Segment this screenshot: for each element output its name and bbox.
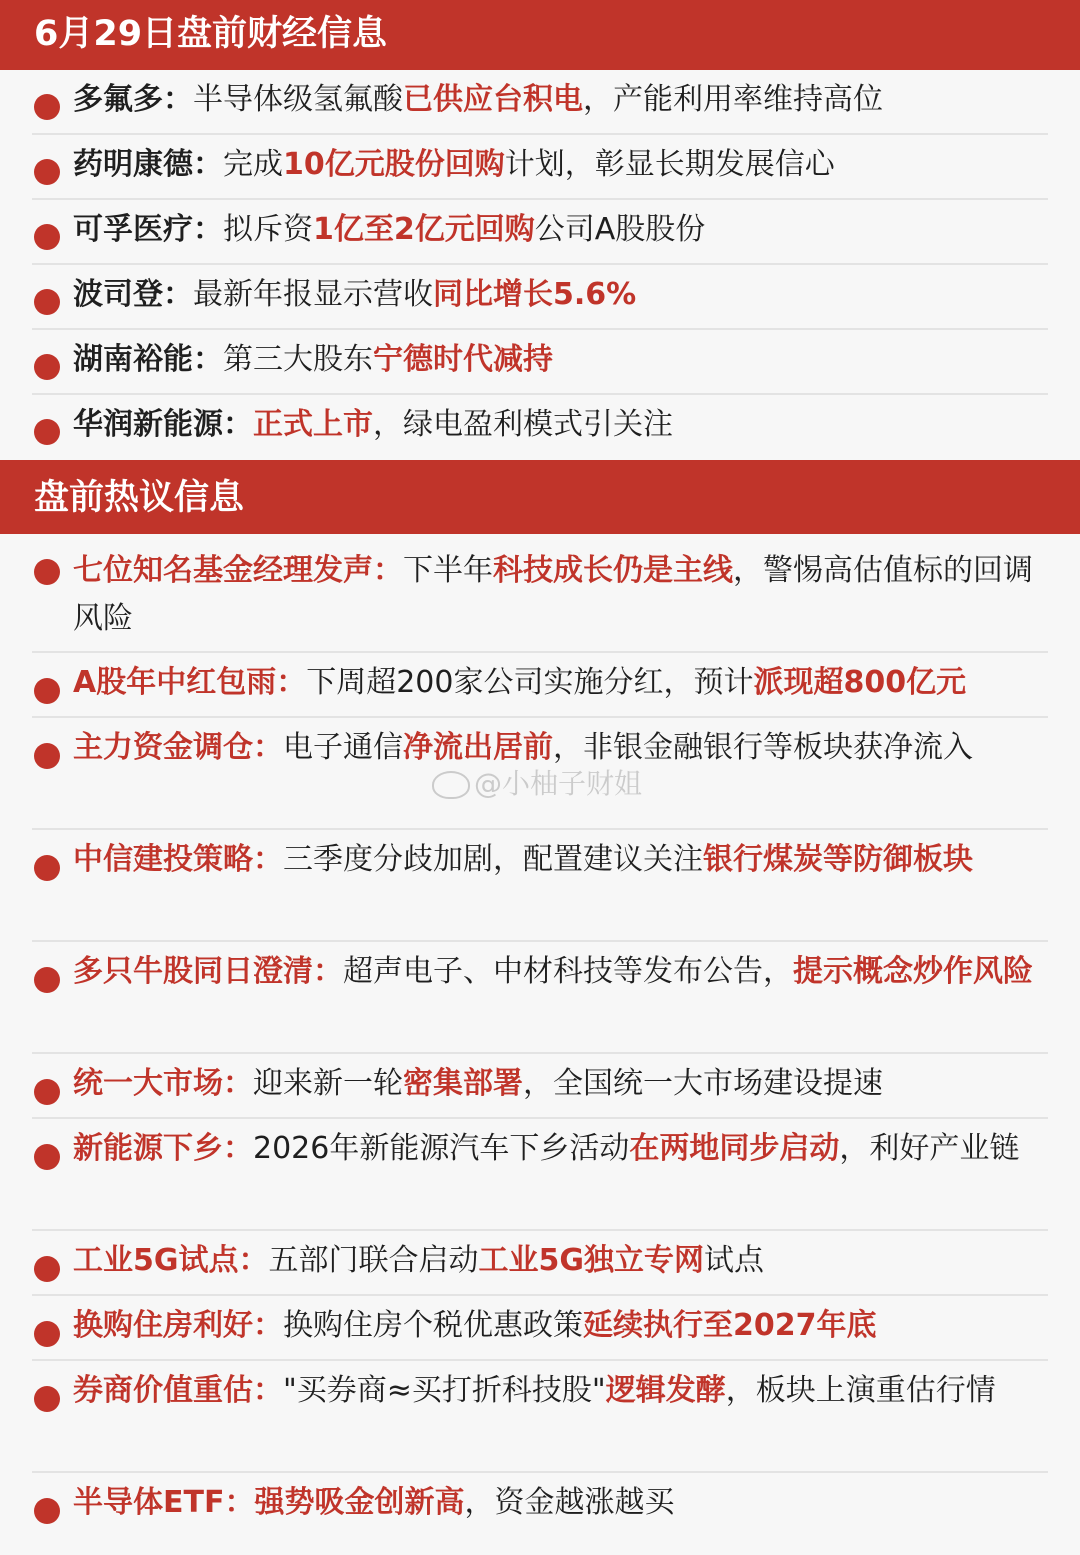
highlight-text: 同比增长5.6% <box>433 277 637 312</box>
highlight-text: 科技成长仍是主线 <box>493 553 733 588</box>
item-title: A股年中红包雨 <box>73 665 277 700</box>
item-separator: ： <box>253 730 283 765</box>
body-text: ，警惕高估值标的回调风险 <box>73 553 1033 636</box>
list-item <box>32 1119 1048 1231</box>
bullet-dot-icon <box>34 743 60 769</box>
item-separator: ： <box>193 342 223 377</box>
body-text: 下半年 <box>403 553 493 588</box>
finance-news-list <box>0 70 1080 460</box>
body-text: 三季度分歧加剧，配置建议关注 <box>283 842 703 877</box>
item-title: 湖南裕能 <box>73 342 193 377</box>
body-text: 下周超200家公司实施分红，预计 <box>306 665 754 700</box>
body-text: ，非银金融银行等板块获净流入 <box>553 730 973 765</box>
item-title: 券商价值重估 <box>73 1373 253 1408</box>
body-text: "买券商≈买打折科技股" <box>283 1373 606 1408</box>
bullet-dot-icon <box>34 1386 60 1412</box>
section2-header <box>0 460 1080 534</box>
item-title: 半导体ETF <box>73 1485 225 1520</box>
item-separator: ： <box>163 277 193 312</box>
body-text: 拟斥资 <box>223 212 313 247</box>
body-text: 五部门联合启动 <box>268 1243 479 1278</box>
item-title: 七位知名基金经理发声 <box>73 553 373 588</box>
bullet-dot-icon <box>34 1079 60 1105</box>
list-item <box>32 330 1048 395</box>
highlight-text: 净流出居前 <box>403 730 553 765</box>
list-item <box>32 1361 1048 1473</box>
list-item <box>32 265 1048 330</box>
item-title: 多氟多 <box>73 82 163 117</box>
item-separator: ： <box>253 1308 283 1343</box>
item-title: 药明康德 <box>73 147 193 182</box>
bullet-dot-icon <box>34 1321 60 1347</box>
bullet-dot-icon <box>34 354 60 380</box>
list-item <box>32 1231 1048 1296</box>
item-title: 多只牛股同日澄清 <box>73 954 313 989</box>
item-separator: ： <box>223 1131 253 1166</box>
list-item <box>32 718 1048 830</box>
list-item <box>32 1054 1048 1119</box>
item-title: 波司登 <box>73 277 163 312</box>
bullet-dot-icon <box>34 1144 60 1170</box>
item-separator: ： <box>223 407 253 442</box>
section1-header <box>0 0 1080 70</box>
item-title: 可孚医疗 <box>73 212 193 247</box>
item-title: 换购住房利好 <box>73 1308 253 1343</box>
highlight-text: 提示概念炒作风险 <box>793 954 1033 989</box>
body-text: 半导体级氢氟酸 <box>193 82 403 117</box>
body-text: 迎来新一轮 <box>253 1066 403 1101</box>
highlight-text: 10亿元股份回购 <box>283 147 505 182</box>
item-separator: ： <box>238 1243 269 1278</box>
list-item <box>32 1296 1048 1361</box>
list-item <box>32 1473 1048 1538</box>
list-item <box>32 135 1048 200</box>
body-text: ，产能利用率维持高位 <box>583 82 883 117</box>
item-title: 统一大市场 <box>73 1066 223 1101</box>
body-text: ，板块上演重估行情 <box>725 1373 996 1408</box>
list-item <box>32 70 1048 135</box>
bullet-dot-icon <box>34 559 60 585</box>
bullet-dot-icon <box>34 289 60 315</box>
bullet-dot-icon <box>34 94 60 120</box>
list-item <box>32 395 1048 460</box>
highlight-text: 1亿至2亿元回购 <box>313 212 535 247</box>
body-text: 公司A股股份 <box>534 212 706 247</box>
bullet-dot-icon <box>34 1498 60 1524</box>
highlight-text: 已供应台积电 <box>403 82 583 117</box>
body-text: 2026年新能源汽车下乡活动 <box>253 1131 630 1166</box>
list-item <box>32 942 1048 1054</box>
bullet-dot-icon <box>34 224 60 250</box>
highlight-text: 在两地同步启动 <box>629 1131 840 1166</box>
highlight-text: 正式上市 <box>253 407 373 442</box>
list-item <box>32 653 1048 718</box>
item-separator: ： <box>224 1485 255 1520</box>
bullet-dot-icon <box>34 419 60 445</box>
bullet-dot-icon <box>34 855 60 881</box>
item-title: 新能源下乡 <box>73 1131 223 1166</box>
body-text: ，全国统一大市场建设提速 <box>523 1066 883 1101</box>
highlight-text: 银行煤炭等防御板块 <box>703 842 973 877</box>
body-text: 电子通信 <box>283 730 403 765</box>
body-text: 最新年报显示营收 <box>193 277 433 312</box>
bullet-dot-icon <box>34 967 60 993</box>
list-item <box>32 200 1048 265</box>
item-separator: ： <box>163 82 193 117</box>
section2-title: 盘前热议信息 <box>34 478 245 518</box>
watermark-text: @小柚子财姐 <box>474 767 643 800</box>
highlight-text: 强势吸金创新高 <box>254 1485 465 1520</box>
body-text: 超声电子、中材科技等发布公告， <box>343 954 793 989</box>
item-separator: ： <box>313 954 343 989</box>
bullet-dot-icon <box>34 159 60 185</box>
list-item <box>32 534 1048 653</box>
list-item <box>32 830 1048 942</box>
bullet-dot-icon <box>34 1256 60 1282</box>
highlight-text: 逻辑发酵 <box>605 1373 726 1408</box>
highlight-text: 密集部署 <box>403 1066 523 1101</box>
bullet-dot-icon <box>34 678 60 704</box>
highlight-text: 延续执行至2027年底 <box>583 1308 877 1343</box>
item-separator: ： <box>373 553 403 588</box>
item-title: 主力资金调仓 <box>73 730 253 765</box>
body-text: ，资金越涨越买 <box>464 1485 675 1520</box>
item-separator: ： <box>276 665 307 700</box>
item-separator: ： <box>193 147 223 182</box>
item-separator: ： <box>193 212 223 247</box>
body-text: 第三大股东 <box>223 342 373 377</box>
hot-topics-list <box>0 534 1080 1538</box>
item-separator: ： <box>253 1373 283 1408</box>
body-text: 计划，彰显长期发展信心 <box>504 147 835 182</box>
item-title: 工业5G试点 <box>73 1243 239 1278</box>
body-text: 完成 <box>223 147 283 182</box>
body-text: 试点 <box>704 1243 764 1278</box>
body-text: ，利好产业链 <box>839 1131 1020 1166</box>
section1-title: 6月29日盘前财经信息 <box>34 14 388 54</box>
item-title: 华润新能源 <box>73 407 223 442</box>
body-text: ，绿电盈利模式引关注 <box>373 407 673 442</box>
highlight-text: 工业5G独立专网 <box>478 1243 704 1278</box>
highlight-text: 派现超800亿元 <box>753 665 967 700</box>
item-title: 中信建投策略 <box>73 842 253 877</box>
highlight-text: 宁德时代减持 <box>373 342 553 377</box>
item-separator: ： <box>223 1066 253 1101</box>
item-separator: ： <box>253 842 283 877</box>
body-text: 换购住房个税优惠政策 <box>283 1308 583 1343</box>
